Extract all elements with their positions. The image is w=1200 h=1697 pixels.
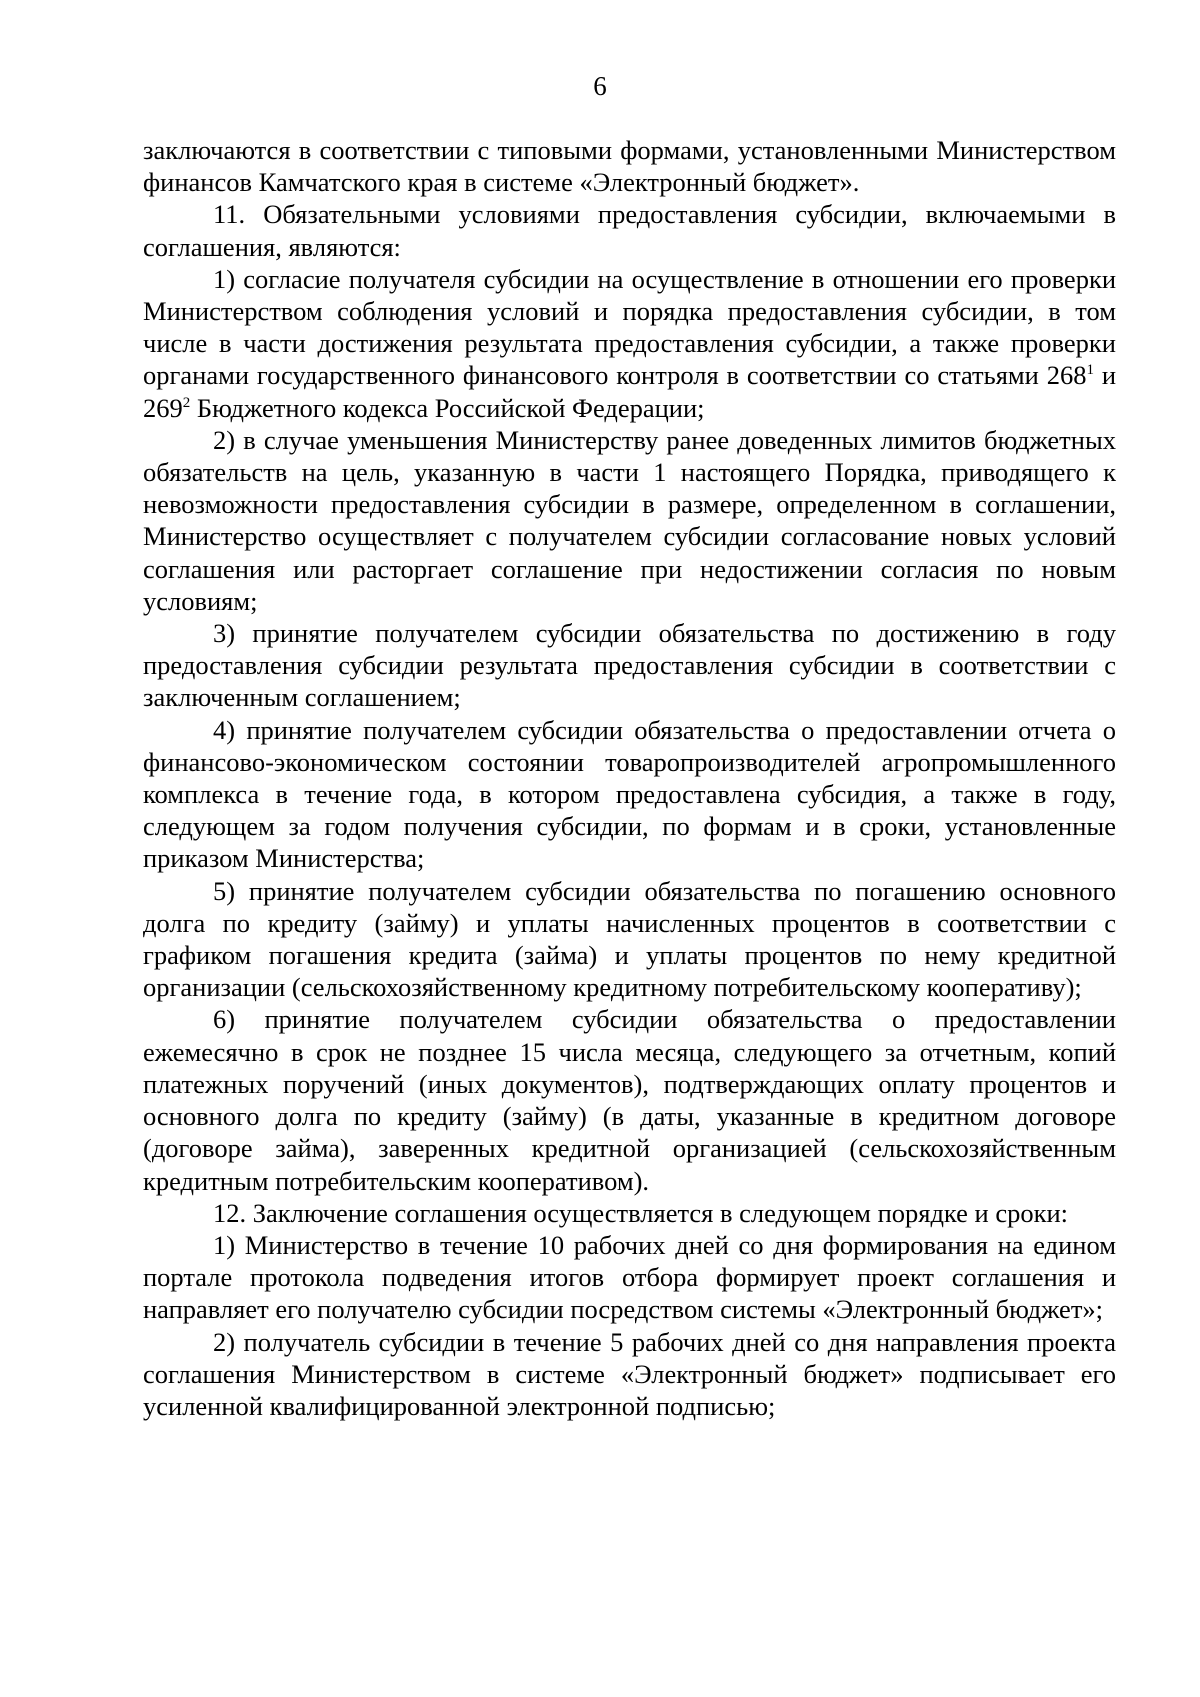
paragraph-item-12: 12. Заключение соглашения осуществляется в следующем порядке и сроки: <box>213 1197 1069 1228</box>
paragraph-item-11-1-text: 1) согласие получателя субсидии на осуществление в отношении его проверки Министерством соблюдения условий и порядка предоставления субсидии, в том числе в части достижения результата предоставления субсидии, а также проверки органами государственного финансового контроля в соответствии со статьями <box>143 263 1116 391</box>
article-269-superscript: 2 <box>182 394 191 411</box>
paragraph-item-11-2: 2) в случае уменьшения Министерству ранее доведенных лимитов бюджетных обязательств на цель, указанную в части 1 настоящего Порядка, приводящего к невозможности предоставления субсидии в размере, определенном в соглашении, Министерство осуществляет с получателем субсидии согласование новых условий соглашения или расторгает соглашение при недостижении согласия по новым условиям; <box>143 424 1116 616</box>
paragraph-item-11-1 <box>143 263 1116 424</box>
paragraph-item-12-2: 2) получатель субсидии в течение 5 рабочих дней со дня направления проекта соглашения Министерством в системе «Электронный бюджет» подписывает его усиленной квалифицированной электронной подписью; <box>143 1326 1116 1421</box>
article-268-superscript: 1 <box>1086 362 1094 379</box>
paragraph-item-11-6: 6) принятие получателем субсидии обязательства о предоставлении ежемесячно в срок не позднее 15 числа месяца, следующего за отчетным, копий платежных поручений (иных документов), подтверждающих оплату процентов и основного долга по кредиту (займу) (в даты, указанные в кредитном договоре (договоре займа), заверенных кредитной организацией (сельскохозяйственным кредитным потребительским кооперативом). <box>143 1004 1116 1196</box>
paragraph-continuation: заключаются в соответствии с типовыми формами, установленными Министерством финансов Камчатского края в системе «Электронный бюджет». <box>143 135 1116 198</box>
paragraph-item-12-1: 1) Министерство в течение 10 рабочих дней со дня формирования на едином портале протокола подведения итогов отбора формирует проект соглашения и направляет его получателю субсидии посредством системы «Электронный бюджет»; <box>143 1229 1116 1325</box>
paragraph-item-11: 11. Обязательными условиями предоставления субсидии, включаемыми в соглашения, являются: <box>143 199 1116 262</box>
article-269: 269 <box>143 392 183 423</box>
paragraph-item-11-3: 3) принятие получателем субсидии обязательства по достижению в году предоставления субсидии результата предоставления субсидии в соответствии с заключенным соглашением; <box>143 618 1116 713</box>
article-268: 268 <box>1046 360 1087 391</box>
document-body <box>143 134 1116 1422</box>
article-joiner: и <box>1093 360 1116 391</box>
paragraph-item-11-4: 4) принятие получателем субсидии обязательства о предоставлении отчета о финансово-экономическом состоянии товаропроизводителей агропромышленного комплекса в течение года, в котором предоставлена субсидия, а также в году, следующем за годом получения субсидии, по формам и в сроки, установленные приказом Министерства; <box>143 714 1116 874</box>
page-number: 6 <box>593 71 607 101</box>
paragraph-item-11-1-suffix: Бюджетного кодекса Российской Федерации; <box>190 392 705 423</box>
paragraph-item-11-5: 5) принятие получателем субсидии обязательства по погашению основного долга по кредиту (займу) и уплаты начисленных процентов в соответствии с графиком погашения кредита (займа) и уплаты процентов по нему кредитной организации (сельскохозяйственному кредитному потребительскому кооперативу); <box>143 875 1116 1003</box>
